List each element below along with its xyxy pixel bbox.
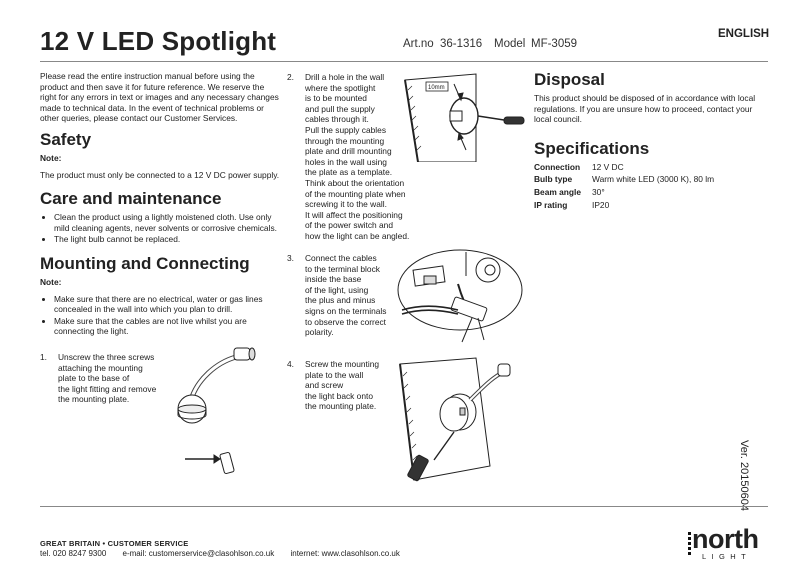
footer-internet[interactable]: internet: www.clasohlson.co.uk: [290, 549, 400, 558]
step3-wiring-illustration: [392, 248, 530, 348]
care-list: [40, 212, 280, 245]
safety-text: The product must only be connected to a 12 V DC power supply.: [40, 169, 280, 180]
footer-contact: [40, 549, 414, 558]
care-item: • The light bulb cannot be replaced.: [54, 234, 280, 245]
model-label: Model: [494, 38, 526, 50]
disposal-text: This product should be disposed of in accordance with local regulations. If you are unsure how to proceed, contact your local council.: [534, 93, 756, 125]
step-text: Connect the cables to the terminal block inside the base of the light, using the plus and minus signs on the terminals to observe the correct polarity.: [305, 253, 387, 338]
spec-key: Beam angle: [534, 186, 582, 197]
spec-key: IP rating: [534, 199, 568, 210]
safety-heading: Safety: [40, 129, 92, 149]
mounting-list: [40, 294, 280, 337]
step-number: 2.: [287, 72, 294, 82]
footer-email[interactable]: e-mail: customerservice@clasohlson.co.uk: [122, 549, 275, 558]
footer-divider: [40, 506, 768, 507]
north-light-logo: [688, 526, 770, 562]
spec-row: [534, 200, 714, 213]
drill-size-label: 10mm: [428, 85, 445, 91]
header-divider: [40, 61, 768, 62]
care-heading: Care and maintenance: [40, 189, 222, 209]
language-label: ENGLISH: [718, 28, 770, 40]
step-number: 4.: [287, 359, 294, 369]
specifications-table: [534, 162, 714, 212]
spec-value: 30°: [592, 186, 605, 197]
spec-value: 12 V DC: [592, 161, 624, 172]
spec-value: IP20: [592, 199, 610, 210]
version-label: Ver. 20150604: [738, 440, 750, 511]
step-text: Screw the mounting plate to the wall and screw the light back onto the mounting plate.: [305, 359, 380, 412]
art-no-label: Art.no: [403, 38, 434, 50]
safety-note-label: Note:: [40, 152, 62, 163]
step4-mounted-illustration: [394, 356, 524, 486]
spec-row: [534, 162, 714, 175]
mounting-item: • Make sure that there are no electrical, water or gas lines concealed in the wall into which you plan to drill.: [54, 294, 280, 315]
left-column: [40, 71, 280, 342]
spec-row: [534, 174, 714, 187]
logo-word: north: [692, 524, 759, 554]
footer-region: GREAT BRITAIN • CUSTOMER SERVICE: [40, 539, 189, 548]
page-title: 12 V LED Spotlight: [40, 26, 277, 56]
art-no: 36-1316: [440, 38, 483, 50]
step-text: Drill a hole in the wall where the spotlight is to be mounted and pull the supply cables through it. Pull the supply cables through the mounting plate and drill mounting holes in the wall using the plate as a template. Think about the orientation of the mounting plate when screwing it to the wall. It will affect the positioning of the power switch and how the light can be angled.: [305, 72, 410, 241]
mounting-heading: Mounting and Connecting: [40, 253, 250, 273]
spec-key: Connection: [534, 161, 581, 172]
model-number: MF-3059: [531, 38, 578, 50]
step-number: 1.: [40, 352, 47, 362]
step-text: Unscrew the three screws attaching the mounting plate to the base of the light fitting and remove the mounting plate.: [58, 352, 157, 405]
step1-spotlight-illustration: [170, 345, 282, 477]
care-item: • Clean the product using a lightly moistened cloth. Use only mild cleaning agents, never solvents or corrosive chemicals.: [54, 212, 280, 233]
spec-key: Bulb type: [534, 174, 573, 185]
logo-sub: LIGHT: [702, 552, 752, 561]
mounting-item: • Make sure that the cables are not live whilst you are connecting the light.: [54, 316, 280, 337]
mounting-note-label: Note:: [40, 276, 62, 287]
disposal-heading: Disposal: [534, 70, 605, 89]
specifications-heading: Specifications: [534, 138, 650, 158]
logo-dots-icon: [688, 532, 692, 557]
step2-drilling-illustration: [400, 72, 530, 162]
spec-row: [534, 187, 714, 200]
footer-tel: tel. 020 8247 9300: [40, 549, 107, 558]
right-column: [534, 70, 768, 212]
step-number: 3.: [287, 253, 294, 263]
intro-text: Please read the entire instruction manual before using the product and then save it for future reference. We reserve the right for any errors in text or images and any necessary changes made to technical data. In the event of technical problems or other queries, please contact our Customer Services.: [40, 71, 279, 124]
spec-value: Warm white LED (3000 K), 80 lm: [592, 174, 715, 185]
